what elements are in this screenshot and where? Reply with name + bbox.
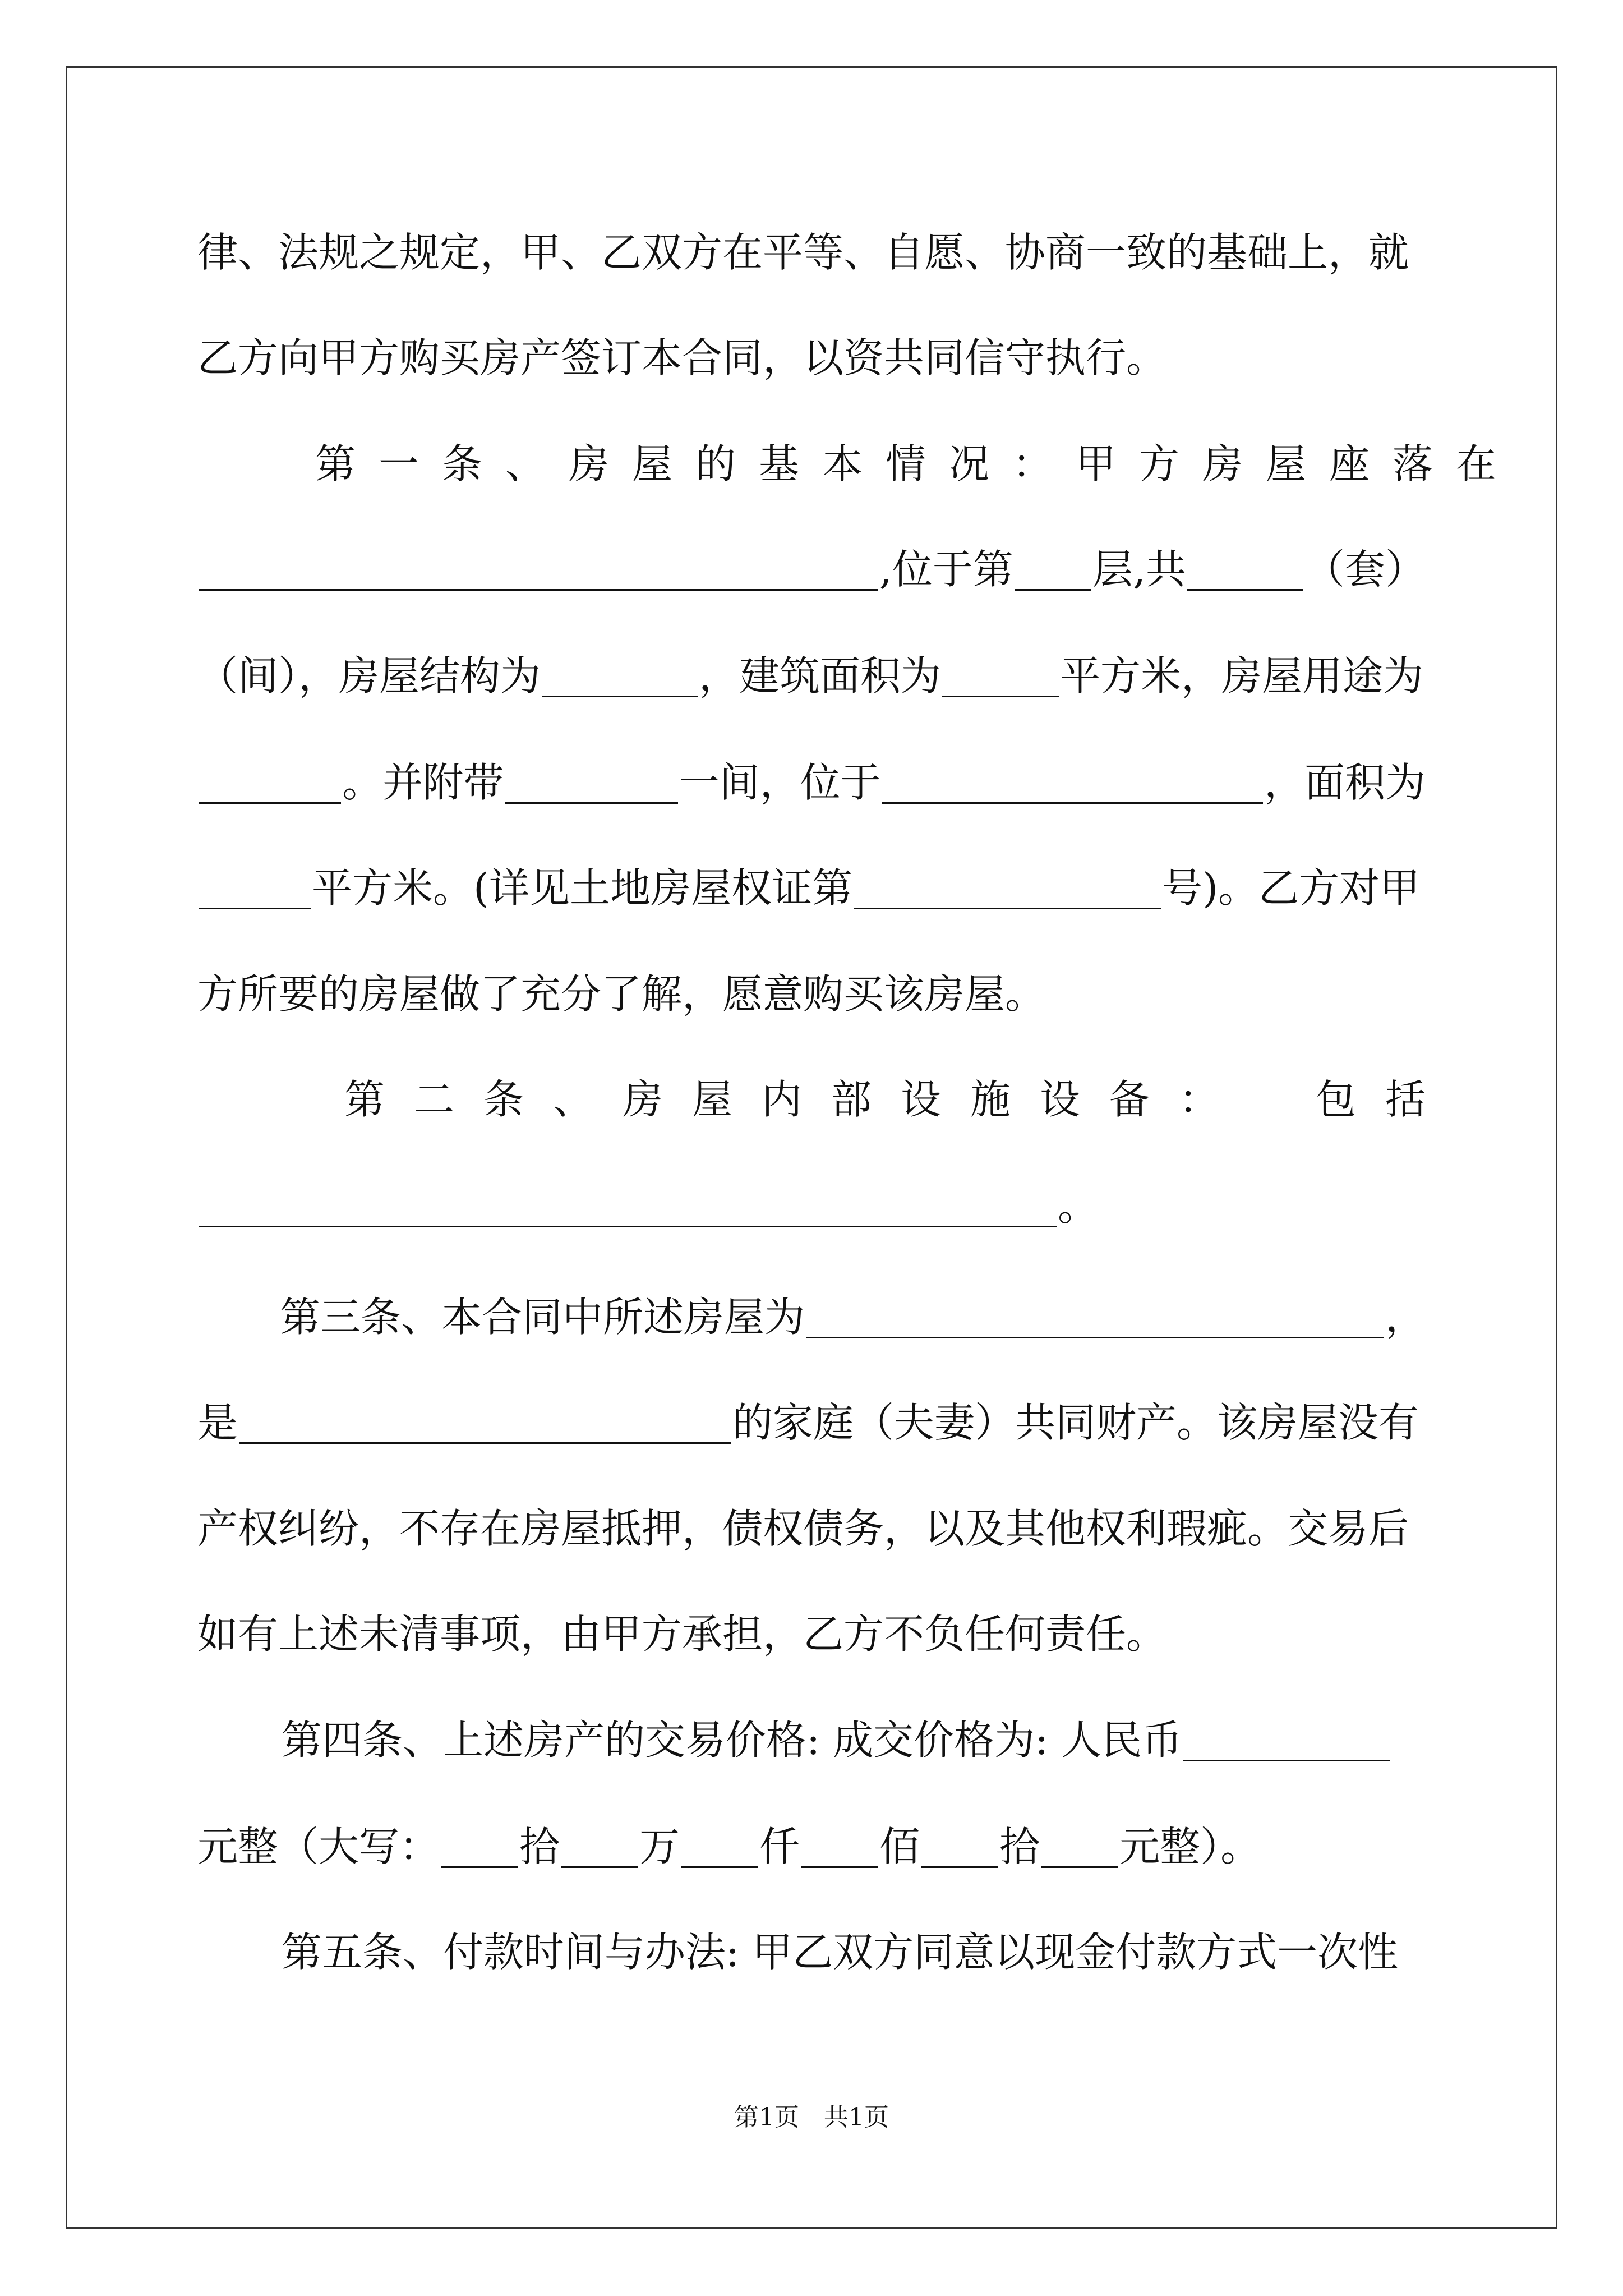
line-text: 乙方向甲方购买房产签订本合同，以资共同信守执行。 [197,334,1167,381]
line-text: 层,共 [1092,546,1187,593]
line-text: 平方米。(详见土地房屋权证第 [312,864,853,912]
text-line-2 [197,327,1426,389]
price-tens-blank[interactable] [921,1826,998,1868]
line-text: 律、法规之规定，甲、乙双方在平等、自愿、协商一致的基础上，就 [197,229,1409,276]
line-text: 是 [197,1399,238,1446]
text-line-4 [197,539,1426,600]
line-text: 。 [1058,1182,1099,1230]
text-line-14 [197,1603,1426,1665]
article-2-include-label: 包括 [1315,1076,1455,1123]
text-line-15 [197,1709,1426,1771]
location-blank[interactable] [199,549,878,591]
text-line-12 [197,1392,1426,1453]
price-units-blank[interactable] [1041,1826,1118,1868]
line-text: 产权纠纷，不存在房屋抵押，债权债务，以及其他权利瑕疵。交易后 [197,1505,1409,1552]
price-blank[interactable] [1183,1719,1390,1761]
line-text: 如有上述未清事项，由甲方承担，乙方不负任何责任。 [197,1611,1167,1658]
structure-blank[interactable] [542,655,698,697]
facilities-blank[interactable] [199,1185,1057,1227]
article-1-heading [197,433,1520,495]
line-text: 拾 [519,1823,560,1870]
line-text: ，面积为 [1264,759,1426,806]
article-2-heading [197,1069,1455,1130]
line-text: ，建筑面积为 [699,652,942,700]
line-text: 一间，位于 [679,759,881,806]
article-2-title: 第二条、房屋内部设施设备： [344,1076,1249,1123]
text-line-16 [197,1816,1426,1878]
attached-area-blank[interactable] [199,867,311,909]
text-line-17 [197,1921,1426,1983]
text-line-1 [197,222,1426,283]
article-3-text: 第三条、本合同中所述房屋为 [280,1294,805,1341]
line-text: （间），房屋结构为 [197,652,541,700]
text-line-13 [197,1498,1426,1559]
line-text: 元整）。 [1119,1823,1261,1870]
text-line-5 [197,645,1426,707]
page-number: 第1页 共1页 [734,2103,889,2132]
usage-blank[interactable] [199,762,341,804]
attached-location-blank[interactable] [882,762,1263,804]
price-thousands-blank[interactable] [681,1826,758,1868]
line-text: 拾 [999,1823,1040,1870]
text-line-6 [197,752,1426,813]
property-type-blank[interactable] [806,1296,1384,1338]
area-blank[interactable] [942,655,1059,697]
units-blank[interactable] [1187,549,1303,591]
article-1-location-label: 甲方房屋座落在 [1076,440,1520,487]
line-text: （套） [1304,546,1426,593]
article-1-title: 第一条、房屋的基本情况： [315,440,1076,487]
text-line-7 [197,857,1426,919]
article-5-text: 第五条、付款时间与办法: 甲乙双方同意以现金付款方式一次性 [282,1929,1399,1976]
text-line-8 [197,963,1426,1025]
line-text: 方所要的房屋做了充分了解，愿意购买该房屋。 [197,970,1046,1018]
floor-blank[interactable] [1015,549,1091,591]
text-line-11 [197,1286,1426,1348]
attached-blank[interactable] [505,762,678,804]
price-hundred-thousands-blank[interactable] [441,1826,518,1868]
line-text: 仟 [759,1823,800,1870]
line-text: 。并附带 [342,759,504,806]
line-text: ,位于第 [879,546,1013,593]
owner-blank[interactable] [239,1402,731,1444]
line-text: 万 [639,1823,680,1870]
price-hundreds-blank[interactable] [801,1826,878,1868]
page-border [66,66,1557,2229]
text-line-10 [197,1175,1426,1237]
line-text: 元整（大写： [197,1823,440,1870]
line-text: ， [1385,1294,1426,1341]
line-text: 号)。乙方对甲 [1162,864,1421,912]
certificate-number-blank[interactable] [854,867,1161,909]
article-4-text: 第四条、上述房产的交易价格: 成交价格为: 人民币 [282,1717,1183,1764]
line-text: 的家庭（夫妻）共同财产。该房屋没有 [732,1399,1419,1446]
line-text: 佰 [879,1823,920,1870]
line-text: 平方米，房屋用途为 [1060,652,1424,700]
price-ten-thousands-blank[interactable] [561,1826,638,1868]
